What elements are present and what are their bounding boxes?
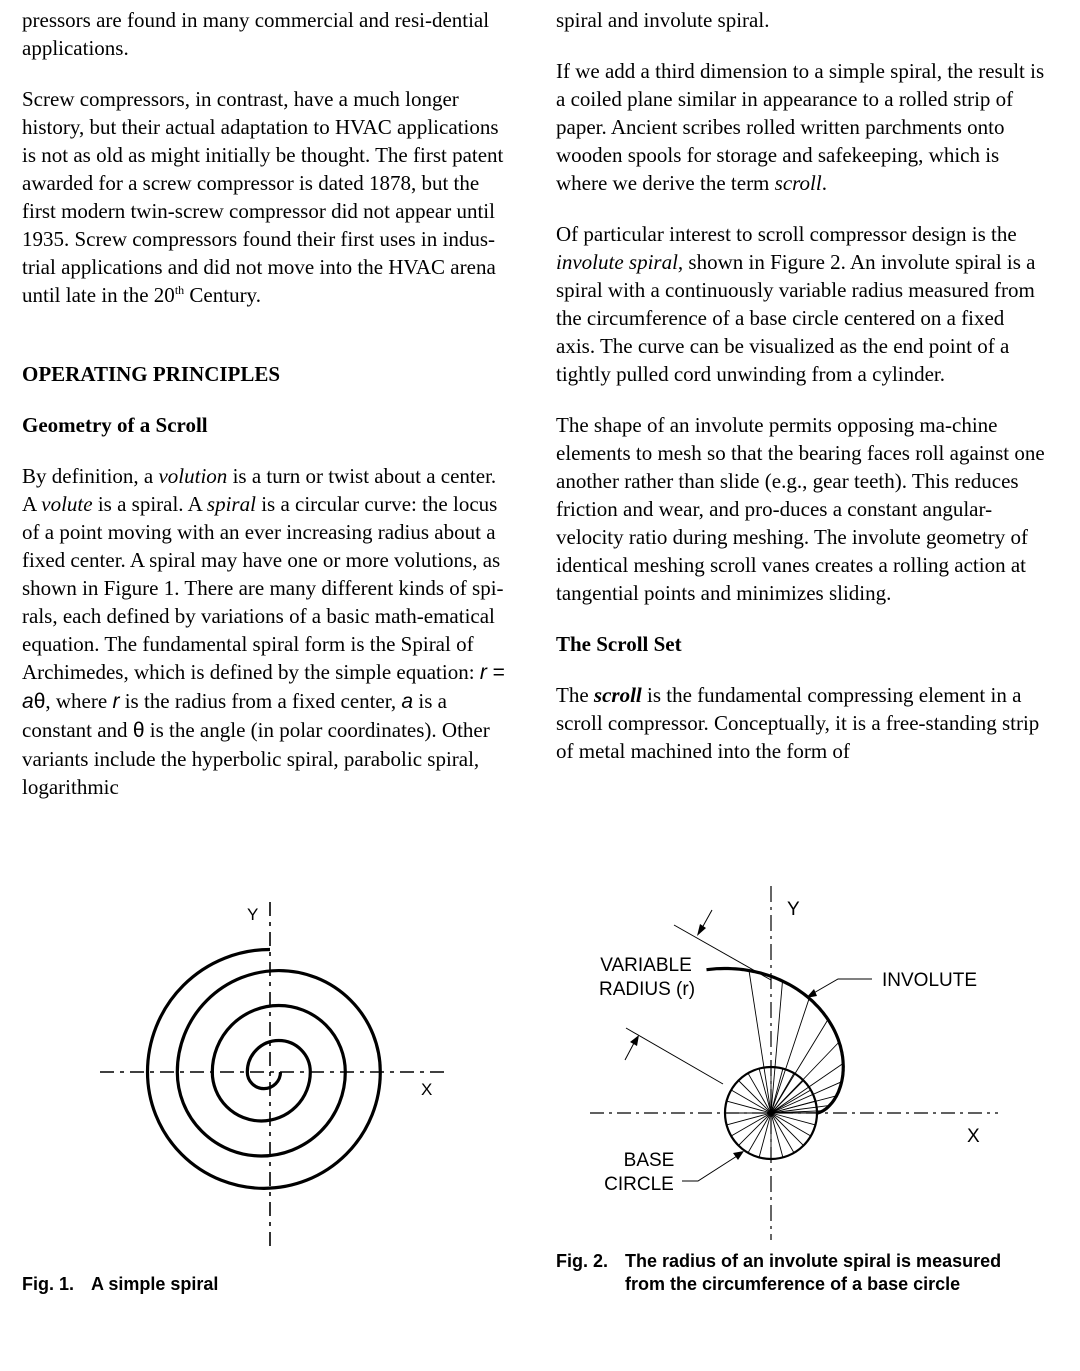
fig2-spoke <box>727 1113 771 1125</box>
term-scroll: scroll <box>774 171 822 195</box>
fig2-spoke <box>727 1101 771 1113</box>
fig2-radius-line <box>771 1042 839 1113</box>
fig2-base-circle-leader <box>682 1156 737 1181</box>
fig2-arrow-upper-head <box>697 924 706 936</box>
fig2-involute-leader <box>812 979 872 994</box>
fig2-label-variable-radius-line2: RADIUS (r) <box>598 979 696 1000</box>
term-involute-spiral: involute spiral, <box>556 250 684 274</box>
heading-geometry-of-a-scroll: Geometry of a Scroll <box>22 413 208 437</box>
fig2-radius-lines <box>749 971 843 1114</box>
paragraph-scroll-set: The scroll is the fundamental compressing element in a scroll compressor. Conceptually, it is a free-standing strip of metal machined into the form of <box>556 683 1040 763</box>
right-column <box>556 6 1046 765</box>
fig2-label-base-circle-line2: CIRCLE <box>604 1174 674 1195</box>
paragraph-third-dimension: If we add a third dimension to a simple spiral, the result is a coiled plane similar in appearance to a rolled strip of paper. Ancient scribes rolled written parchments onto wooden spools for storage and safekeeping, which is where we derive the term scroll. <box>556 59 1045 195</box>
term-volute: volute <box>41 492 93 516</box>
paragraph-intro: pressors are found in many commercial and resi-dential applications. <box>22 8 490 60</box>
fig2-base-circle-leader-arrow <box>733 1151 744 1160</box>
term-spiral: spiral <box>206 492 256 516</box>
left-column <box>22 6 512 801</box>
superscript-th: th <box>174 283 185 297</box>
fig1-y-label: Y <box>247 905 259 924</box>
term-volution: volution <box>158 464 228 488</box>
figure-2-caption <box>556 1250 1056 1296</box>
fig2-label-involute: INVOLUTE <box>882 970 978 991</box>
fig2-caption-line2: from the circumference of a base circle <box>625 1274 961 1294</box>
paragraph-definitions: By definition, a volution is a turn or twist about a center. A volute is a spiral. A spiral is a circular curve: the locus of a point moving with an ever increasing radius about a fixed center. A spiral may have one or more volutions, as shown in Figure 1. There are many different kinds of spi-rals, each defined by variations of a basic math-ematical equation. The fundamental spiral form is the Spiral of Archimedes, which is defined by the simple equation: r = aθ, where r is the radius from a fixed center, a is a constant and θ is the angle (in polar coordinates). Other variants include the hyperbolic spiral, parabolic spiral, logarithmic <box>22 464 505 799</box>
equation: r = aθ <box>22 661 505 713</box>
fig2-radius-line <box>749 971 771 1114</box>
fig2-arrow-lower-stem <box>625 1043 634 1060</box>
figure-2-involute-spiral <box>570 880 1020 1250</box>
fig2-spoke <box>771 1113 815 1125</box>
fig1-caption-number: Fig. 1. <box>22 1274 75 1294</box>
fig2-radius-line <box>771 1020 828 1114</box>
fig2-y-label: Y <box>787 899 800 920</box>
heading-the-scroll-set: The Scroll Set <box>556 632 682 656</box>
fig2-label-base-circle-line1: BASE <box>623 1150 675 1171</box>
fig2-radius-line <box>771 1063 843 1113</box>
fig2-caption-line1: The radius of an involute spiral is measured <box>625 1251 1002 1271</box>
paragraph-involute-spiral: Of particular interest to scroll compressor design is the involute spiral, shown in Figure 2. An involute spiral is a spiral with a continuously variable radius measured from the circumference of a base circle centered on a fixed axis. The curve can be visualized as the end point of a tightly pulled cord unwinding from a cylinder. <box>556 222 1036 386</box>
figure-1-simple-spiral <box>80 890 460 1260</box>
heading-operating-principles: OPERATING PRINCIPLES <box>22 362 281 386</box>
fig1-x-label: X <box>421 1080 433 1099</box>
fig2-spoke <box>759 1113 771 1157</box>
fig2-involute-leader-arrow <box>806 989 817 998</box>
fig2-arrow-upper-stem <box>702 910 712 928</box>
fig2-involute-curve <box>707 969 844 1114</box>
fig2-caption-number: Fig. 2. <box>556 1251 609 1271</box>
fig2-label-variable-radius-line1: VARIABLE <box>600 955 692 976</box>
paragraph-continuation: spiral and involute spiral. <box>556 8 770 32</box>
fig1-caption-text: A simple spiral <box>91 1274 219 1294</box>
figure-1-caption <box>22 1273 218 1296</box>
fig2-spoke <box>771 1113 783 1157</box>
fig1-spiral-curve <box>148 950 381 1189</box>
paragraph-screw-compressors: Screw compressors, in contrast, have a much longer history, but their actual adaptation to HVAC applications is not as old as might initially be thought. The first patent awarded for a screw compressor is dated 1878, but the first modern twin-screw compressor did not appear until 1935. Screw compressors found their first uses in indus-trial applications and did not move into the HVAC arena until late in the 20th Century. <box>22 87 504 307</box>
fig2-radius-dimension-lower <box>626 1028 723 1084</box>
fig2-radius-line <box>771 998 809 1113</box>
fig2-arrow-lower-head <box>630 1035 639 1046</box>
fig2-x-label: X <box>967 1126 980 1147</box>
paragraph-involute-shape: The shape of an involute permits opposing ma-chine elements to mesh so that the bearing faces roll against one another rather than slide (e.g., gear teeth). This reduces friction and wear, and pro-duces a constant angular-velocity ratio during meshing. The involute geometry of identical meshing scroll vanes creates a rolling action at tangential points and minimizes sliding. <box>556 413 1045 605</box>
term-scroll-bold: scroll <box>593 683 642 707</box>
